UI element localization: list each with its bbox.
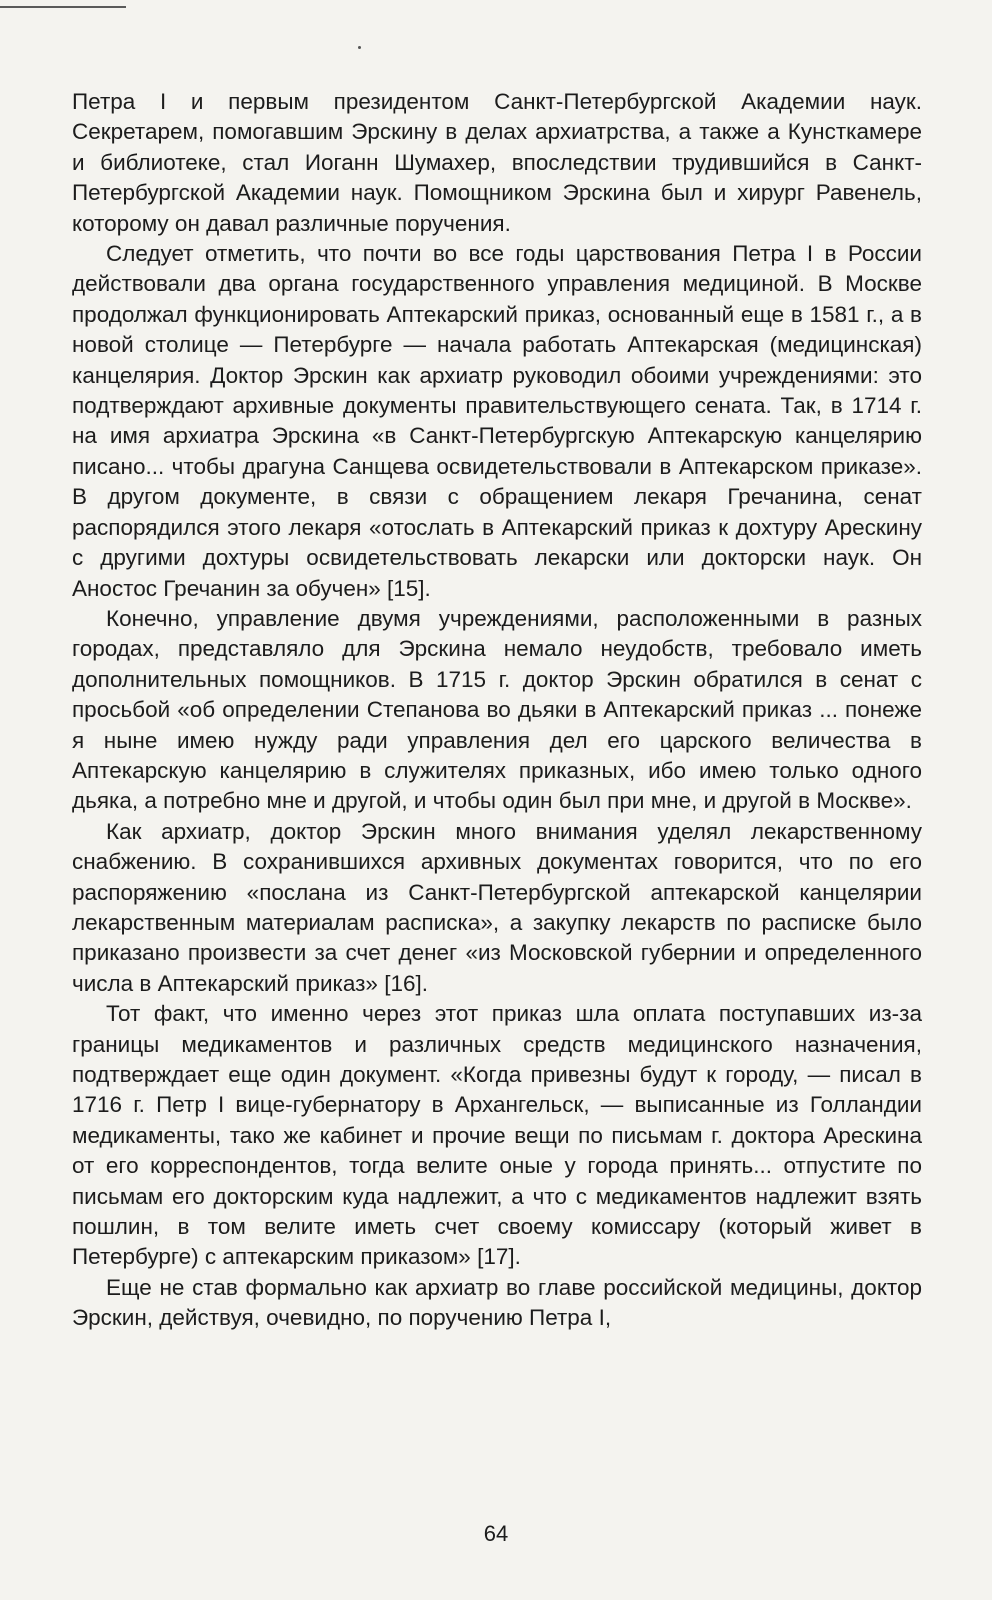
paragraph-2: Следует отметить, что почти во все годы царствования Петра I в России действовали два органа государственного управления медициной. В Москве продолжал функционировать Аптекарский приказ, основанный еще в 1581 г., а в новой столице — Петербурге — начала работать Аптекарская (медицинская) канцелярия. Доктор Эрскин как архиатр руководил обоими учреждениями: это подтверждают архивные документы правительствующего сената. Так, в 1714 г. на имя архиатра Эрскина «в Санкт-Петербургскую Аптекарскую канцелярию писано... чтобы драгуна Санщева освидетельствовали в Аптекарском приказе». В другом документе, в связи с обращением лекаря Гречанина, сенат распорядился этого лекаря «отослать в Аптекарский приказ к дохтуру Арескину с другими дохтуры освидетельствовать лекарски или докторски наук. Он Аностос Гречанин за обучен» [15]. [72,241,922,601]
paragraph-3: Конечно, управление двумя учреждениями, расположенными в разных городах, представляло для Эрскина немало неудобств, требовало иметь дополнительных помощников. В 1715 г. доктор Эрскин обратился в сенат с просьбой «об определении Степанова во дьяки в Аптекарский приказ ... понеже я ныне имею нужду ради управления дел его царского величества в Аптекарскую канцелярию в служителях приказных, ибо имею только одного дьяка, а потребно мне и другой, и чтобы один был при мне, и другой в Москве». [72,605,922,814]
page-text [72,87,922,1334]
scan-speck [358,46,361,49]
paragraph-6: Еще не став формально как архиатр во главе российской медицины, доктор Эрскин, действуя, очевидно, по поручению Петра I, [72,1274,922,1331]
paragraph-5: Тот факт, что именно через этот приказ шла оплата поступавших из-за границы медикаментов и различных средств медицинского назначения, подтверждает еще один документ. «Когда привезны будут к городу, — писал в 1716 г. Петр I вице-губернатору в Архангельск, — выписанные из Голландии медикаменты, тако же кабинет и прочие вещи по письмам г. доктора Арескина от его корреспондентов, тогда велите оные у города принять... отпустите по письмам его докторским куда надлежит, а что с медикаментов надлежит взять пошлин, в том велите иметь счет своему комиссару (который живет в Петербурге) с аптекарским приказом» [17]. [72,1001,922,1270]
top-rule [0,6,126,8]
paragraph-4: Как архиатр, доктор Эрскин много внимания уделял лекарственному снабжению. В сохранившихся архивных документах говорится, что по его распоряжению «послана из Санкт-Петербургской аптекарской канцелярии лекарственным материалам расписка», а закупку лекарств по расписке было приказано произвести за счет денег «из Московской губернии и определенного числа в Аптекарский приказ» [16]. [72,818,922,996]
page-number: 64 [483,1521,509,1546]
paragraph-1: Петра I и первым президентом Санкт-Петербургской Академии наук. Секретарем, помогавшим Эрскину в делах архиатрства, а также а Кунсткамере и библиотеке, стал Иоганн Шумахер, впоследствии трудившийся в Санкт-Петербургской Академии наук. Помощником Эрскина был и хирург Равенель, которому он давал различные поручения. [72,89,922,236]
